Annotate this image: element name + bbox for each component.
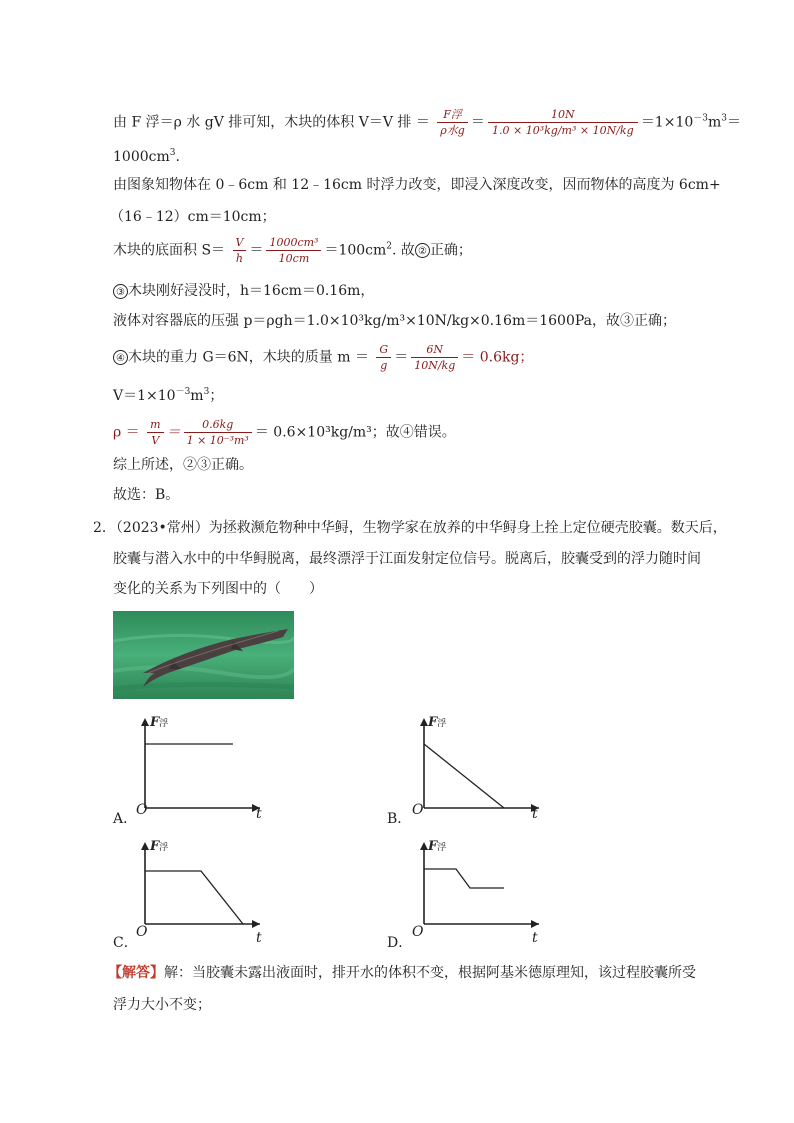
solution-line-12: 故选：B。 — [113, 487, 180, 503]
text: . 故 — [392, 242, 415, 259]
y-axis-arrow — [420, 718, 428, 726]
solution-line-3: 由图象知物体在 0﹣6cm 和 12﹣16cm 时浮力改变，即浸入深度改变，因而物体的高度为 6cm+ — [113, 177, 721, 193]
solution-line-6 — [113, 282, 374, 300]
x-label: t — [532, 806, 538, 822]
solution-line-8 — [113, 343, 533, 372]
text: （2023•常州）为拯救濒危物种中华鲟，生物学家在放养的中华鲟身上拴上定位硬壳胶囊。数天后， — [115, 520, 727, 536]
y-label-sub: 浮 — [159, 843, 169, 853]
fraction-den: g — [380, 359, 388, 372]
solution-line-1 — [113, 108, 741, 137]
y-label-sub: 浮 — [159, 719, 169, 729]
fraction-10n — [488, 108, 638, 137]
text: 木块的重力 G＝6N，木块的质量 m ＝ — [128, 349, 369, 366]
text: 木块刚好浸没时，h＝16cm＝0.16m， — [128, 283, 375, 299]
text: . — [175, 149, 180, 165]
y-label-sub: 浮 — [437, 719, 447, 729]
x-label: t — [532, 930, 538, 946]
fraction-den: ρ水g — [440, 124, 465, 137]
fraction-den: V — [151, 434, 160, 447]
graph-option-a[interactable] — [135, 714, 265, 826]
answer-tag: 【解答】 — [108, 965, 164, 981]
fraction-num: 10N — [488, 108, 638, 123]
fraction-num: G — [376, 343, 391, 358]
text: m — [708, 114, 722, 131]
fraction-num: 1000cm³ — [266, 236, 321, 251]
solution-line-10 — [113, 418, 456, 447]
text: ＝ 0.6kg； — [461, 349, 534, 366]
circled-number: ④ — [113, 350, 128, 365]
origin-label: O — [136, 924, 148, 940]
fraction-m-over-v — [147, 418, 163, 447]
x-label: t — [256, 930, 262, 946]
force-curve — [145, 871, 243, 924]
origin-label: O — [412, 924, 424, 940]
text: 1000cm — [113, 149, 170, 165]
origin-label: O — [412, 802, 424, 818]
fraction-den: 1 × 10⁻³m³ — [186, 434, 249, 447]
question-2-line-3: 变化的关系为下列图中的（ ） — [113, 581, 323, 597]
text: 木块的底面积 S＝ — [113, 242, 226, 259]
superscript: －3 — [175, 387, 191, 397]
fraction-06kg — [184, 418, 252, 447]
y-label — [150, 839, 168, 854]
text: 解：当胶囊未露出液面时，排开水的体积不变，根据阿基米德原理知，该过程胶囊所受 — [164, 965, 696, 981]
y-label-letter: F — [428, 715, 438, 730]
circled-number: ② — [415, 243, 430, 258]
equals: ＝ — [166, 424, 181, 441]
y-label-letter: F — [150, 839, 160, 854]
question-2-line-1 — [93, 519, 727, 537]
answer-line-2: 浮力大小不变； — [113, 997, 211, 1013]
question-number: 2． — [93, 520, 116, 536]
text: ＝ — [727, 114, 742, 131]
solution-line-11: 综上所述，②③正确。 — [113, 457, 253, 473]
x-axis-arrow — [531, 920, 539, 928]
equals: ＝ — [470, 114, 485, 131]
fraction-den: 1.0 × 10³kg/m³ × 10N/kg — [492, 124, 634, 137]
text: ＝100cm — [324, 242, 387, 259]
equals: ＝ — [394, 349, 409, 366]
y-label — [150, 715, 168, 730]
text: ＝1×10 — [640, 114, 694, 131]
solution-line-9 — [113, 383, 223, 405]
y-axis-arrow — [141, 718, 149, 726]
fraction-den: 10N/kg — [414, 359, 456, 372]
text: ； — [209, 388, 224, 404]
fraction-v-over-h — [233, 236, 247, 265]
solution-line-2 — [113, 144, 180, 166]
equals: ＝ — [249, 242, 264, 259]
x-label: t — [256, 806, 262, 822]
option-c-label[interactable]: C． — [113, 935, 138, 951]
y-label — [428, 715, 446, 730]
fraction-den: h — [235, 252, 244, 265]
superscript: 3 — [203, 387, 210, 397]
fraction-num: F浮 — [437, 108, 468, 123]
text: ＝ 0.6×10³kg/m³；故④错误。 — [254, 424, 456, 441]
text: m — [190, 388, 204, 404]
sturgeon-photo — [113, 611, 294, 699]
y-label-sub: 浮 — [437, 843, 447, 853]
graph-option-d[interactable] — [414, 838, 544, 950]
x-axis-arrow — [252, 920, 260, 928]
graph-option-c[interactable] — [135, 838, 265, 950]
fraction-num: 0.6kg — [184, 418, 252, 433]
y-axis-arrow — [141, 842, 149, 850]
fraction-g-over-g — [376, 343, 391, 372]
y-label-letter: F — [150, 715, 160, 730]
fraction-fb-over-rho — [437, 108, 468, 137]
question-2-line-2: 胶囊与潜入水中的中华鲟脱离，最终漂浮于江面发射定位信号。脱离后，胶囊受到的浮力随时间 — [113, 551, 701, 567]
graph-option-b[interactable] — [414, 714, 544, 826]
force-curve — [424, 869, 504, 888]
superscript: －3 — [693, 113, 708, 124]
y-axis-arrow — [420, 842, 428, 850]
superscript: 3 — [169, 148, 176, 158]
y-label — [428, 839, 446, 854]
text: 正确； — [429, 242, 472, 259]
y-label-letter: F — [428, 839, 438, 854]
fraction-num: V — [233, 236, 247, 251]
text: ρ ＝ — [113, 424, 140, 441]
superscript: 2 — [386, 241, 393, 252]
solution-line-7: 液体对容器底的压强 p＝ρgh＝1.0×10³kg/m³×10N/kg×0.16m＝1600Pa，故③正确； — [113, 313, 676, 329]
fraction-num: m — [147, 418, 163, 433]
solution-line-5 — [113, 236, 472, 265]
option-a-label[interactable]: A． — [113, 811, 138, 827]
origin-label: O — [136, 802, 148, 818]
answer-line-1 — [108, 964, 696, 982]
fraction-6n — [411, 343, 458, 372]
force-curve — [424, 744, 504, 808]
fraction-den: 10cm — [278, 252, 310, 265]
solution-line-4: （16﹣12）cm＝10cm； — [110, 209, 276, 225]
fraction-num: 6N — [411, 343, 458, 358]
text: V＝1×10 — [113, 388, 176, 404]
text: 由 F 浮＝ρ 水 gV 排可知，木块的体积 V＝V 排 ＝ — [113, 114, 430, 131]
superscript: 3 — [721, 113, 728, 124]
circled-number: ③ — [113, 284, 128, 299]
option-d-label[interactable]: D． — [387, 935, 413, 951]
fraction-1000-over-10 — [266, 236, 321, 265]
option-b-label[interactable]: B． — [387, 811, 412, 827]
